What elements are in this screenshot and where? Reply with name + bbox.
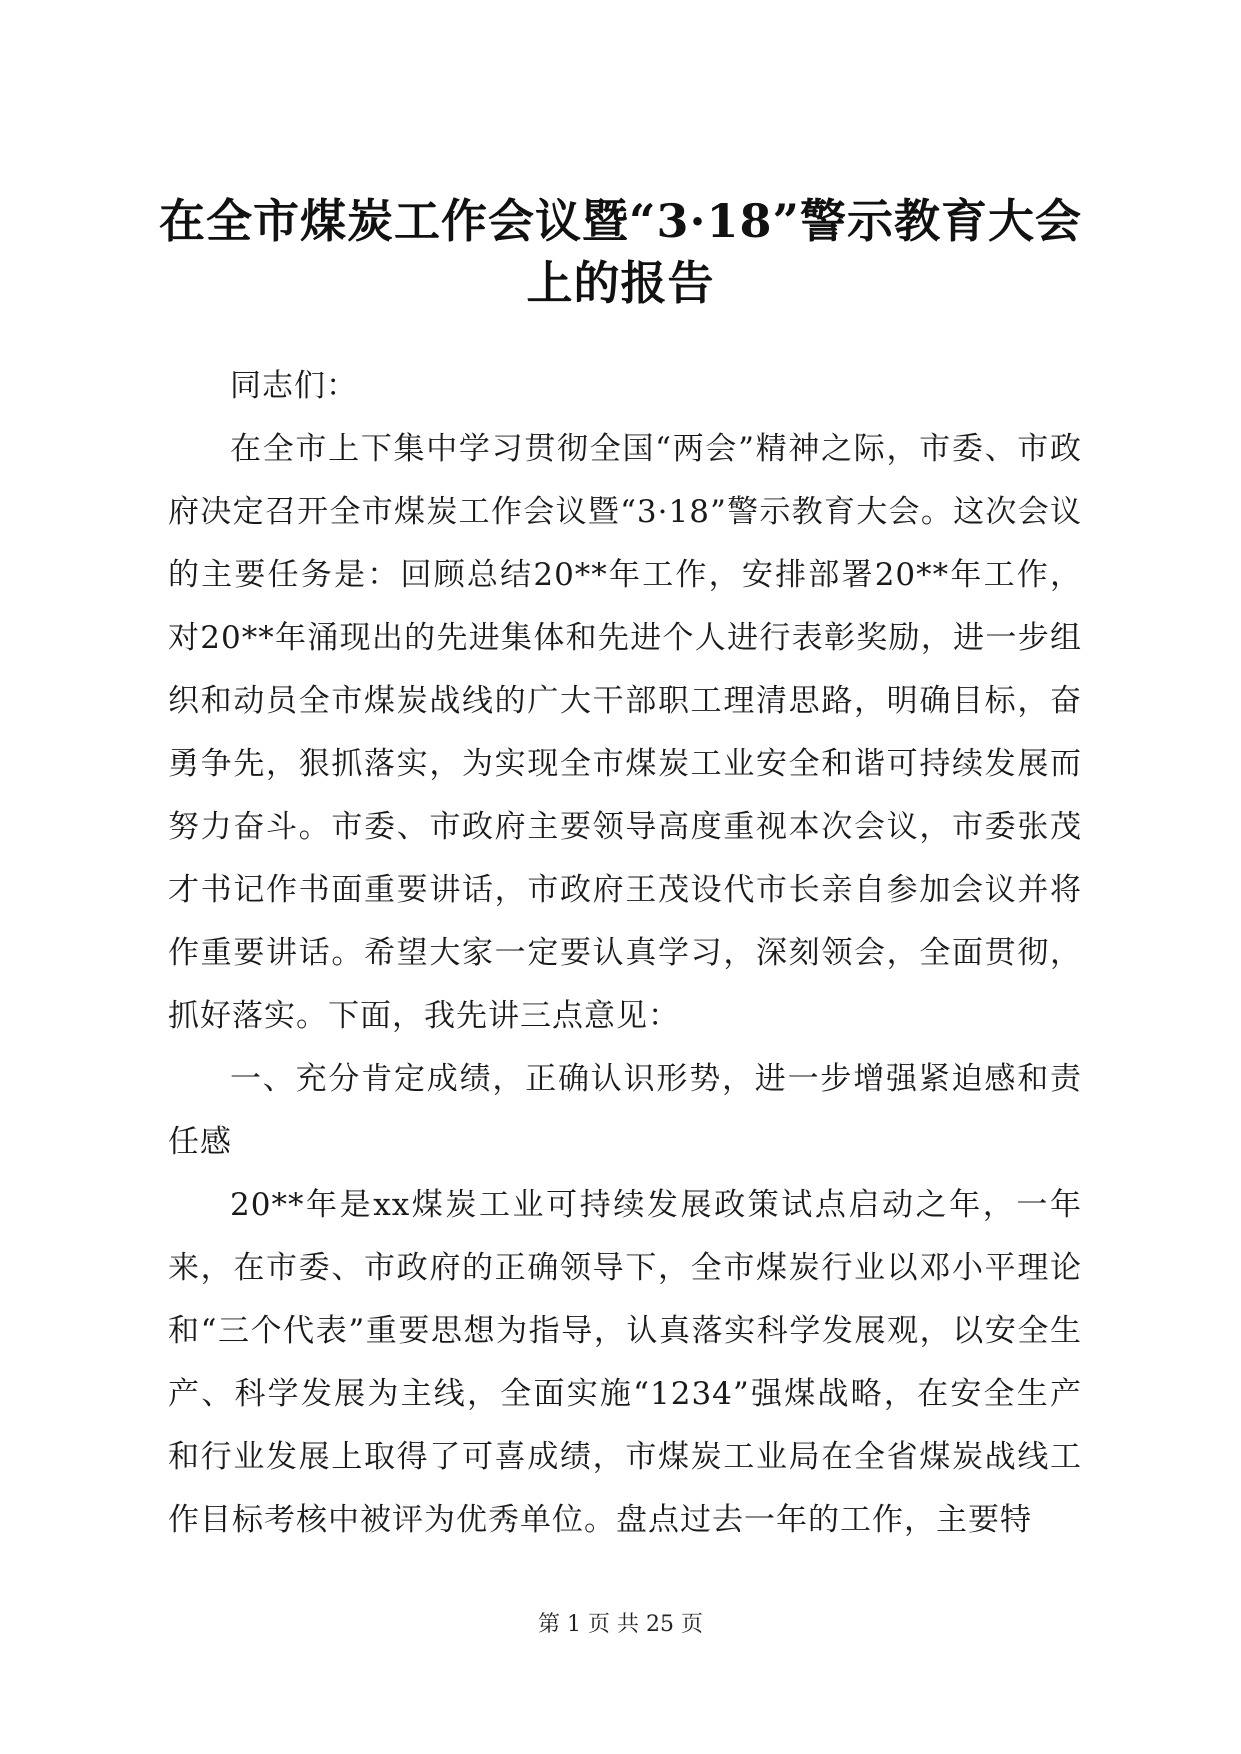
- section-heading-1: 一、充分肯定成绩，正确认识形势，进一步增强紧迫感和责任感: [168, 1061, 1082, 1160]
- page-number-footer: 第 1 页 共 25 页: [538, 1612, 703, 1637]
- document-title: 在全市煤炭工作会议暨“3·18”警示教育大会上的报告: [159, 194, 1082, 310]
- body-paragraph: 20**年是xx煤炭工业可持续发展政策试点启动之年，一年来，在市委、市政府的正确领导下，全市煤炭行业以邓小平理论和“三个代表”重要思想为指导，认真落实科学发展观，以安全生产、科学发展为主线，全面实施“1234”强煤战略，在安全生产和行业发展上取得了可喜成绩，市煤炭工业局在全省煤炭战线工作目标考核中被评为优秀单位。盘点过去一年的工作，主要特: [168, 1187, 1082, 1538]
- document-body: [168, 355, 1082, 1552]
- intro-paragraph: 在全市上下集中学习贯彻全国“两会”精神之际，市委、市政府决定召开全市煤炭工作会议暨“3·18”警示教育大会。这次会议的主要任务是：回顾总结20**年工作，安排部署20**年工作，对20**年涌现出的先进集体和先进个人进行表彰奖励，进一步组织和动员全市煤炭战线的广大干部职工理清思路，明确目标，奋勇争先，狠抓落实，为实现全市煤炭工业安全和谐可持续发展而努力奋斗。市委、市政府主要领导高度重视本次会议，市委张茂才书记作书面重要讲话，市政府王茂设代市长亲自参加会议并将作重要讲话。希望大家一定要认真学习，深刻领会，全面贯彻，抓好落实。下面，我先讲三点意见：: [168, 431, 1082, 1034]
- salutation-paragraph: 同志们：: [230, 368, 358, 404]
